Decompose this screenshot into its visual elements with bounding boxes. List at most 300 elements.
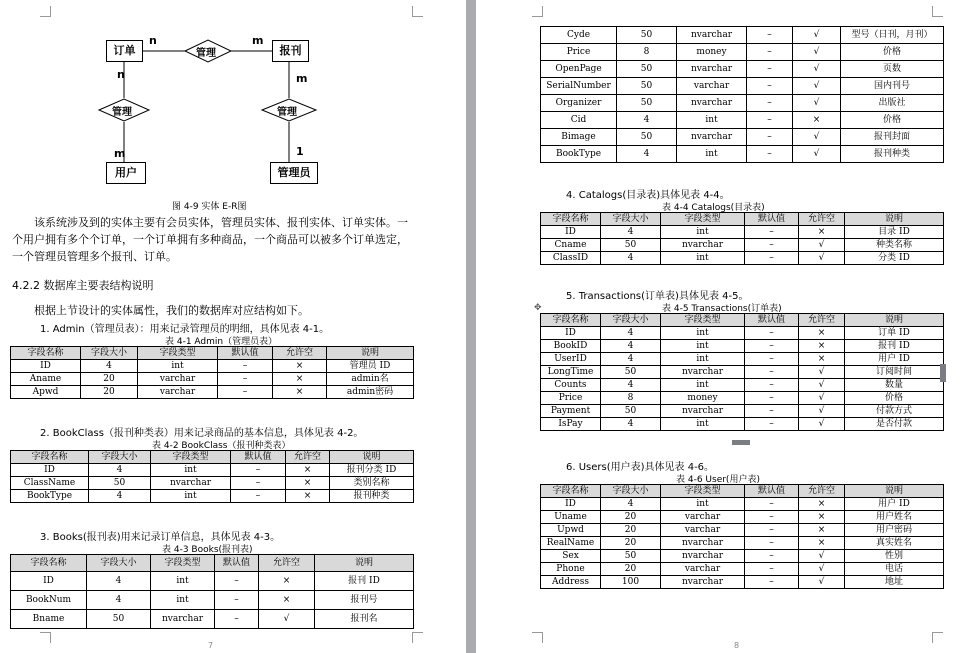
table-cell: int bbox=[151, 591, 215, 610]
table-cell: – bbox=[218, 360, 273, 373]
table-cell: √ bbox=[799, 550, 845, 563]
table-cell: 4 bbox=[89, 490, 151, 503]
table-cell: Price bbox=[541, 392, 601, 405]
table-cell: 4 bbox=[617, 146, 677, 163]
table-cell: 4 bbox=[601, 252, 661, 265]
table-cell: 性别 bbox=[845, 550, 944, 563]
column-header: 字段大小 bbox=[601, 314, 661, 327]
table-cell: int bbox=[151, 490, 231, 503]
table-cell: 报刊 ID bbox=[315, 572, 414, 591]
table-cell: 页数 bbox=[841, 61, 944, 78]
table-cell: √ bbox=[799, 418, 845, 431]
table-row bbox=[11, 373, 414, 386]
column-header: 允许空 bbox=[286, 451, 330, 464]
table-cell: 4 bbox=[601, 226, 661, 239]
table-cell: × bbox=[259, 572, 315, 591]
table-cell: money bbox=[661, 392, 745, 405]
table-cell: – bbox=[231, 477, 286, 490]
table-cell: nvarchar bbox=[677, 27, 747, 44]
column-header: 字段大小 bbox=[87, 555, 151, 572]
table-row bbox=[541, 146, 944, 163]
table-cell: Address bbox=[541, 576, 601, 589]
figure-caption: 图 4-9 实体 E-R图 bbox=[172, 202, 247, 212]
table-cell: nvarchar bbox=[151, 610, 215, 629]
table-cell: BookID bbox=[541, 340, 601, 353]
body-paragraph: 根据上节设计的实体属性，我们的数据库对应结构如下。 bbox=[34, 304, 309, 317]
table-row bbox=[541, 112, 944, 129]
table-cell: – bbox=[745, 340, 799, 353]
table-header-row bbox=[541, 213, 944, 226]
table-cell: × bbox=[799, 498, 845, 511]
table-cell: – bbox=[745, 524, 799, 537]
er-entity-admin: 管理员 bbox=[270, 162, 318, 184]
table-cell: – bbox=[745, 418, 799, 431]
list-item: 2. BookClass（报刊种类表）用来记录商品的基本信息，具体见表 4-2。 bbox=[40, 428, 364, 439]
table-cell: 4 bbox=[601, 418, 661, 431]
table-cell: ID bbox=[541, 498, 601, 511]
document-page-8 bbox=[476, 0, 960, 653]
table-cell: – bbox=[747, 27, 793, 44]
table-cell: – bbox=[745, 405, 799, 418]
table-cell: int bbox=[151, 464, 231, 477]
table-cell: 报刊 ID bbox=[845, 340, 944, 353]
table-cell: 4 bbox=[81, 360, 138, 373]
table-row bbox=[541, 563, 944, 576]
table-cell: 50 bbox=[617, 129, 677, 146]
table-cell: – bbox=[745, 379, 799, 392]
table-row bbox=[541, 537, 944, 550]
table-cell: √ bbox=[799, 239, 845, 252]
page-number: 8 bbox=[734, 641, 740, 650]
column-header: 默认值 bbox=[745, 314, 799, 327]
table-cell: 50 bbox=[601, 550, 661, 563]
er-cardinality: m bbox=[114, 147, 126, 160]
table-cell: 用户姓名 bbox=[845, 511, 944, 524]
table-row bbox=[11, 360, 414, 373]
column-header: 字段类型 bbox=[151, 555, 215, 572]
table-cell: 国内刊号 bbox=[841, 78, 944, 95]
table-cell: – bbox=[218, 373, 273, 386]
table-cell: ID bbox=[541, 327, 601, 340]
table-cell: int bbox=[661, 498, 745, 511]
table-cell: int bbox=[661, 379, 745, 392]
table-cell: – bbox=[747, 146, 793, 163]
table-cell: 目录 ID bbox=[845, 226, 944, 239]
table-cell: Payment bbox=[541, 405, 601, 418]
table-cell: varchar bbox=[138, 373, 218, 386]
table-cell: – bbox=[745, 498, 799, 511]
table-cell: 8 bbox=[601, 392, 661, 405]
table-cell: Aname bbox=[11, 373, 81, 386]
table-cell: – bbox=[745, 327, 799, 340]
table-cell: 20 bbox=[81, 373, 138, 386]
table-header-row bbox=[541, 485, 944, 498]
table-cell: ClassName bbox=[11, 477, 89, 490]
table-row bbox=[541, 498, 944, 511]
column-header: 说明 bbox=[845, 314, 944, 327]
table-cell: 地址 bbox=[845, 576, 944, 589]
table-cell: Cname bbox=[541, 239, 601, 252]
table-cell: 种类名称 bbox=[845, 239, 944, 252]
table-row bbox=[541, 511, 944, 524]
table-cell: 报刊封面 bbox=[841, 129, 944, 146]
table-cell: Bimage bbox=[541, 129, 617, 146]
table-cell: – bbox=[745, 537, 799, 550]
column-header: 说明 bbox=[330, 451, 414, 464]
column-header: 允许空 bbox=[273, 347, 327, 360]
table-cell: varchar bbox=[661, 563, 745, 576]
table-cell: × bbox=[286, 464, 330, 477]
page-corner-mark bbox=[532, 6, 543, 17]
table-cell: Counts bbox=[541, 379, 601, 392]
table-row bbox=[11, 591, 414, 610]
table-cell: × bbox=[799, 226, 845, 239]
er-relation-manage: 管理 bbox=[277, 107, 297, 118]
table-cell: 4 bbox=[89, 464, 151, 477]
column-header: 字段类型 bbox=[151, 451, 231, 464]
table-cell: 是否付款 bbox=[845, 418, 944, 431]
table-row bbox=[541, 95, 944, 112]
table-books bbox=[10, 554, 414, 629]
table-cell: √ bbox=[799, 392, 845, 405]
table-cell: – bbox=[745, 563, 799, 576]
table-cell: – bbox=[215, 591, 259, 610]
table-cell: × bbox=[799, 511, 845, 524]
table-cell: int bbox=[661, 252, 745, 265]
table-cell: BookNum bbox=[11, 591, 87, 610]
table-cell: 20 bbox=[601, 511, 661, 524]
er-entity-user: 用户 bbox=[106, 162, 146, 184]
page-corner-mark bbox=[412, 632, 423, 643]
table-cell: √ bbox=[799, 366, 845, 379]
table-row bbox=[541, 340, 944, 353]
table-resize-handle[interactable] bbox=[732, 440, 750, 445]
table-cell: 报刊号 bbox=[315, 591, 414, 610]
table-row bbox=[11, 386, 414, 399]
table-cell: 报刊名 bbox=[315, 610, 414, 629]
table-cell: √ bbox=[793, 129, 841, 146]
column-header: 字段大小 bbox=[89, 451, 151, 464]
table-cell: ID bbox=[541, 226, 601, 239]
table-cell: SerialNumber bbox=[541, 78, 617, 95]
column-header: 说明 bbox=[845, 213, 944, 226]
column-header: 字段名称 bbox=[11, 555, 87, 572]
table-row bbox=[541, 524, 944, 537]
table-caption: 表 4-5 Transactions(订单表) bbox=[662, 304, 782, 314]
table-cell: – bbox=[745, 239, 799, 252]
table-cell: 型号（日刊，月刊） bbox=[841, 27, 944, 44]
column-header: 字段类型 bbox=[661, 485, 745, 498]
table-cell: 用户 ID bbox=[845, 498, 944, 511]
list-item: 6. Users(用户表)具体见表 4-6。 bbox=[566, 462, 715, 473]
table-cell: 50 bbox=[87, 610, 151, 629]
table-header-row bbox=[11, 347, 414, 360]
table-cell: – bbox=[218, 386, 273, 399]
table-cell: – bbox=[215, 572, 259, 591]
table-cell: ID bbox=[11, 464, 89, 477]
table-cell: Organizer bbox=[541, 95, 617, 112]
table-cell: varchar bbox=[661, 524, 745, 537]
table-cell: 报刊分类 ID bbox=[330, 464, 414, 477]
table-cell: – bbox=[745, 550, 799, 563]
table-catalogs bbox=[540, 212, 944, 265]
table-cell: 订阅时间 bbox=[845, 366, 944, 379]
table-cell: 4 bbox=[601, 327, 661, 340]
table-cell: – bbox=[745, 366, 799, 379]
er-cardinality: m bbox=[252, 34, 264, 47]
table-cell: 真实姓名 bbox=[845, 537, 944, 550]
move-handle-icon[interactable]: ✥ bbox=[534, 303, 542, 313]
page-corner-mark bbox=[532, 632, 543, 643]
table-cell: int bbox=[677, 112, 747, 129]
table-cell: 4 bbox=[87, 591, 151, 610]
table-cell: varchar bbox=[138, 386, 218, 399]
table-cell: – bbox=[745, 511, 799, 524]
table-row bbox=[541, 366, 944, 379]
table-bookclass bbox=[10, 450, 414, 503]
column-header: 字段名称 bbox=[11, 451, 89, 464]
table-cell: nvarchar bbox=[677, 129, 747, 146]
table-cell: 50 bbox=[89, 477, 151, 490]
column-header: 字段类型 bbox=[661, 213, 745, 226]
table-cell: admin密码 bbox=[327, 386, 414, 399]
table-cell: ID bbox=[11, 360, 81, 373]
document-page-7 bbox=[0, 0, 466, 653]
table-cell: √ bbox=[793, 78, 841, 95]
table-cell: 50 bbox=[617, 95, 677, 112]
column-header: 默认值 bbox=[745, 213, 799, 226]
table-header-row bbox=[11, 555, 414, 572]
table-row bbox=[541, 327, 944, 340]
table-cell: UserID bbox=[541, 353, 601, 366]
column-header: 默认值 bbox=[231, 451, 286, 464]
table-cell: 4 bbox=[601, 340, 661, 353]
table-cell: 电话 bbox=[845, 563, 944, 576]
table-row bbox=[541, 550, 944, 563]
table-cell: × bbox=[273, 373, 327, 386]
table-cell: √ bbox=[793, 27, 841, 44]
column-header: 字段名称 bbox=[541, 213, 601, 226]
table-row bbox=[541, 353, 944, 366]
table-cell: × bbox=[273, 360, 327, 373]
table-cell: ID bbox=[11, 572, 87, 591]
table-row bbox=[541, 392, 944, 405]
table-caption: 表 4-1 Admin（管理员表） bbox=[165, 337, 278, 347]
table-cell: 数量 bbox=[845, 379, 944, 392]
table-row bbox=[11, 610, 414, 629]
table-row bbox=[541, 418, 944, 431]
er-relation-manage: 管理 bbox=[112, 107, 132, 118]
table-cell: money bbox=[677, 44, 747, 61]
table-cell: √ bbox=[799, 252, 845, 265]
table-cell: 20 bbox=[81, 386, 138, 399]
table-cell: – bbox=[745, 226, 799, 239]
table-admin bbox=[10, 346, 414, 399]
column-header: 默认值 bbox=[218, 347, 273, 360]
table-cell: 类别名称 bbox=[330, 477, 414, 490]
table-header-row bbox=[541, 314, 944, 327]
table-row bbox=[541, 27, 944, 44]
table-cell: 8 bbox=[617, 44, 677, 61]
table-cell: × bbox=[793, 112, 841, 129]
table-cell: Apwd bbox=[11, 386, 81, 399]
table-cell: BookType bbox=[541, 146, 617, 163]
column-header: 字段名称 bbox=[541, 314, 601, 327]
table-cell: – bbox=[747, 44, 793, 61]
table-row bbox=[541, 405, 944, 418]
table-cell: int bbox=[661, 418, 745, 431]
table-cell: 50 bbox=[601, 366, 661, 379]
table-cell: – bbox=[747, 112, 793, 129]
table-cell: int bbox=[661, 327, 745, 340]
column-header: 字段大小 bbox=[81, 347, 138, 360]
table-header-row bbox=[11, 451, 414, 464]
table-cell: 50 bbox=[617, 27, 677, 44]
table-cell: √ bbox=[793, 146, 841, 163]
table-row bbox=[11, 490, 414, 503]
er-cardinality: 1 bbox=[296, 145, 304, 158]
er-entity-order: 订单 bbox=[106, 40, 143, 62]
table-cell: – bbox=[745, 252, 799, 265]
table-users bbox=[540, 484, 944, 589]
table-cell: 100 bbox=[601, 576, 661, 589]
table-row bbox=[11, 477, 414, 490]
column-header: 字段类型 bbox=[138, 347, 218, 360]
table-cell: nvarchar bbox=[661, 576, 745, 589]
list-item: 1. Admin（管理员表）：用来记录管理员的明细，具体见表 4-1。 bbox=[40, 324, 330, 335]
table-cell: varchar bbox=[677, 78, 747, 95]
table-cell: √ bbox=[799, 576, 845, 589]
table-cell: √ bbox=[793, 61, 841, 78]
table-cell: – bbox=[231, 464, 286, 477]
table-cell: × bbox=[799, 353, 845, 366]
table-cell: int bbox=[661, 226, 745, 239]
table-cell: varchar bbox=[661, 511, 745, 524]
table-books-continued bbox=[540, 26, 944, 163]
table-cell: nvarchar bbox=[661, 239, 745, 252]
er-cardinality: n bbox=[117, 68, 125, 81]
table-row bbox=[541, 379, 944, 392]
table-caption: 表 4-6 User(用户表) bbox=[676, 475, 760, 485]
list-item: 4. Catalogs(目录表)具体见表 4-4。 bbox=[566, 190, 730, 201]
table-row bbox=[11, 572, 414, 591]
table-cell: RealName bbox=[541, 537, 601, 550]
table-cell: OpenPage bbox=[541, 61, 617, 78]
table-cell: 付款方式 bbox=[845, 405, 944, 418]
table-cell: – bbox=[745, 353, 799, 366]
table-cell: 出版社 bbox=[841, 95, 944, 112]
column-header: 字段类型 bbox=[661, 314, 745, 327]
table-cell: × bbox=[259, 591, 315, 610]
table-cell: 4 bbox=[617, 112, 677, 129]
section-heading: 4.2.2 数据库主要表结构说明 bbox=[12, 279, 154, 292]
table-cell: 用户 ID bbox=[845, 353, 944, 366]
page-corner-mark bbox=[932, 632, 943, 643]
table-cell: 4 bbox=[601, 353, 661, 366]
table-cell: 50 bbox=[601, 239, 661, 252]
table-cell: × bbox=[273, 386, 327, 399]
er-relation-manage: 管理 bbox=[196, 48, 216, 59]
table-cell: 50 bbox=[601, 405, 661, 418]
table-cell: 50 bbox=[617, 78, 677, 95]
table-resize-handle[interactable] bbox=[940, 364, 946, 382]
table-cell: √ bbox=[799, 379, 845, 392]
table-cell: 报刊种类 bbox=[330, 490, 414, 503]
table-cell: IsPay bbox=[541, 418, 601, 431]
column-header: 字段大小 bbox=[601, 485, 661, 498]
table-cell: 价格 bbox=[845, 392, 944, 405]
table-cell: × bbox=[799, 524, 845, 537]
table-cell: int bbox=[151, 572, 215, 591]
table-cell: BookType bbox=[11, 490, 89, 503]
table-row bbox=[541, 226, 944, 239]
table-cell: Cid bbox=[541, 112, 617, 129]
table-row bbox=[541, 78, 944, 95]
table-cell: Price bbox=[541, 44, 617, 61]
table-cell: × bbox=[799, 340, 845, 353]
table-cell: Sex bbox=[541, 550, 601, 563]
column-header: 说明 bbox=[327, 347, 414, 360]
page-corner-mark bbox=[932, 6, 943, 17]
table-cell: – bbox=[231, 490, 286, 503]
column-header: 字段名称 bbox=[11, 347, 81, 360]
table-cell: nvarchar bbox=[661, 550, 745, 563]
table-cell: nvarchar bbox=[661, 405, 745, 418]
table-cell: – bbox=[747, 95, 793, 112]
table-caption: 表 4-3 Books(报刊表) bbox=[162, 545, 253, 555]
column-header: 允许空 bbox=[799, 314, 845, 327]
table-transactions bbox=[540, 313, 944, 431]
table-cell: √ bbox=[799, 563, 845, 576]
table-cell: Phone bbox=[541, 563, 601, 576]
column-header: 允许空 bbox=[799, 213, 845, 226]
table-cell: × bbox=[286, 490, 330, 503]
table-cell: Cyde bbox=[541, 27, 617, 44]
table-cell: 用户密码 bbox=[845, 524, 944, 537]
table-cell: ClassID bbox=[541, 252, 601, 265]
er-cardinality: n bbox=[149, 34, 157, 47]
table-row bbox=[541, 239, 944, 252]
table-cell: nvarchar bbox=[661, 537, 745, 550]
body-paragraph: 该系统涉及到的实体主要有会员实体，管理员实体、报刊实体、订单实体。一个用户拥有多个个订单，一个订单拥有多种商品，一个商品可以被多个订单选定，一个管理员管理多个报刊、订单。 bbox=[12, 216, 408, 263]
column-header: 默认值 bbox=[215, 555, 259, 572]
table-cell: 订单 ID bbox=[845, 327, 944, 340]
column-header: 字段大小 bbox=[601, 213, 661, 226]
table-cell: √ bbox=[799, 405, 845, 418]
table-cell: nvarchar bbox=[151, 477, 231, 490]
table-cell: – bbox=[747, 78, 793, 95]
table-cell: nvarchar bbox=[677, 95, 747, 112]
table-cell: √ bbox=[793, 95, 841, 112]
page-number: 7 bbox=[208, 641, 214, 650]
table-cell: 分类 ID bbox=[845, 252, 944, 265]
table-cell: nvarchar bbox=[661, 366, 745, 379]
column-header: 允许空 bbox=[799, 485, 845, 498]
table-cell: int bbox=[661, 353, 745, 366]
column-header: 说明 bbox=[845, 485, 944, 498]
table-cell: Bname bbox=[11, 610, 87, 629]
table-cell: 20 bbox=[601, 537, 661, 550]
column-header: 默认值 bbox=[745, 485, 799, 498]
table-cell: 20 bbox=[601, 524, 661, 537]
er-entity-periodical: 报刊 bbox=[272, 40, 309, 62]
table-cell: – bbox=[747, 129, 793, 146]
list-item: 5. Transactions(订单表)具体见表 4-5。 bbox=[566, 291, 749, 302]
column-header: 字段名称 bbox=[541, 485, 601, 498]
page-corner-mark bbox=[40, 632, 51, 643]
table-cell: Uname bbox=[541, 511, 601, 524]
table-row bbox=[541, 61, 944, 78]
